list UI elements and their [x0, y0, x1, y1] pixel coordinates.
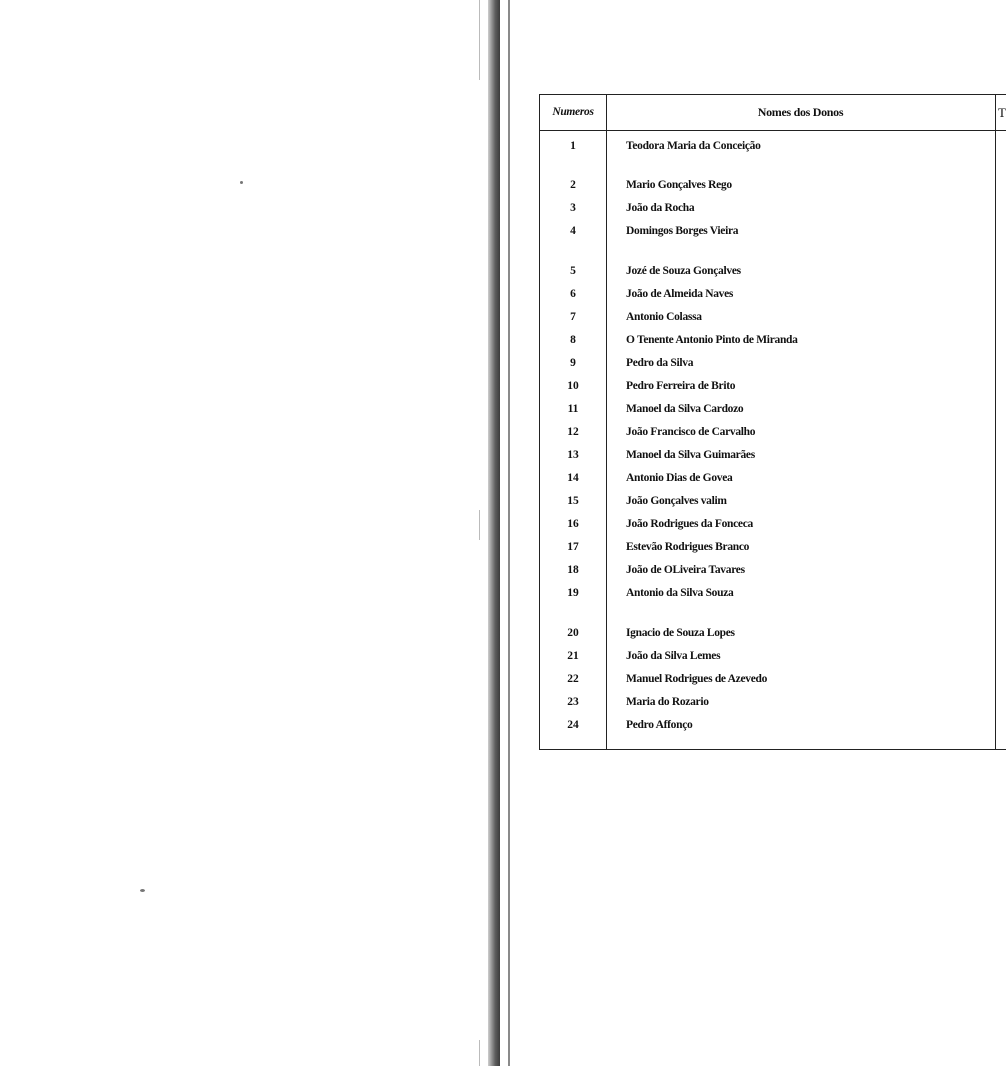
owner-name: Manuel Rodrigues de Azevedo: [626, 673, 768, 685]
owner-name: João da Rocha: [626, 202, 695, 214]
row-number: 1: [570, 140, 576, 152]
row-number: 24: [567, 719, 579, 731]
owner-name: João de OLiveira Tavares: [626, 564, 745, 576]
owner-name: Maria do Rozario: [626, 696, 709, 708]
owner-name: Jozé de Souza Gonçalves: [626, 265, 741, 277]
owner-name: Manoel da Silva Cardozo: [626, 403, 744, 415]
table-row: [540, 261, 995, 281]
header-rule: [540, 130, 1006, 131]
row-number: 22: [567, 673, 579, 685]
owner-name: João Rodrigues da Fonceca: [626, 518, 753, 530]
owner-name: João da Silva Lemes: [626, 650, 721, 662]
header-nomes-dos-donos: Nomes dos Donos: [757, 105, 844, 119]
table-row: [540, 353, 995, 373]
paper-speck: [240, 181, 243, 184]
owner-name: Teodora Maria da Conceição: [626, 140, 761, 152]
row-number: 5: [570, 265, 576, 277]
table-row: [540, 623, 995, 643]
table-row: [540, 669, 995, 689]
table-row: [540, 514, 995, 534]
table-row: [540, 221, 995, 241]
table-row: [540, 692, 995, 712]
book-gutter-shadow: [488, 0, 500, 1066]
owner-name: João de Almeida Naves: [626, 288, 734, 300]
row-number: 16: [567, 518, 579, 530]
row-number: 6: [570, 288, 576, 300]
row-number: 18: [567, 564, 579, 576]
owner-name: Pedro Affonço: [626, 719, 693, 731]
table-row: [540, 445, 995, 465]
table-row: [540, 175, 995, 195]
row-number: 15: [567, 495, 579, 507]
row-number: 23: [567, 696, 579, 708]
table-row: [540, 715, 995, 735]
fold-line-bottom: [479, 1040, 480, 1066]
row-number: 20: [567, 627, 579, 639]
row-number: 12: [567, 426, 579, 438]
owner-name: Domingos Borges Vieira: [626, 225, 739, 237]
table-row: [540, 491, 995, 511]
row-number: 19: [567, 587, 579, 599]
owner-name: Antonio Dias de Govea: [626, 472, 733, 484]
row-number: 13: [567, 449, 579, 461]
header-third-column: T: [998, 105, 1006, 120]
owners-table: [539, 94, 1006, 750]
table-row: [540, 136, 995, 156]
owner-name: João Gonçalves valim: [626, 495, 727, 507]
owner-name: Estevão Rodrigues Branco: [626, 541, 750, 553]
table-row: [540, 468, 995, 488]
owner-name: Antonio Colassa: [626, 311, 702, 323]
owner-name: Manoel da Silva Guimarães: [626, 449, 755, 461]
table-row: [540, 198, 995, 218]
row-number: 11: [567, 403, 579, 415]
row-number: 17: [567, 541, 579, 553]
column-separator: [995, 95, 996, 749]
owner-name: Antonio da Silva Souza: [626, 587, 734, 599]
row-number: 8: [570, 334, 576, 346]
row-number: 10: [567, 380, 579, 392]
owner-name: Pedro Ferreira de Brito: [626, 380, 736, 392]
book-gutter-edge: [508, 0, 510, 1066]
row-number: 7: [570, 311, 576, 323]
row-number: 4: [570, 225, 576, 237]
table-row: [540, 399, 995, 419]
fold-line-top: [479, 0, 480, 80]
paper-speck: [140, 889, 145, 892]
row-number: 21: [567, 650, 579, 662]
table-row: [540, 422, 995, 442]
table-row: [540, 560, 995, 580]
row-number: 9: [570, 357, 576, 369]
owner-name: Ignacio de Souza Lopes: [626, 627, 735, 639]
table-row: [540, 646, 995, 666]
table-row: [540, 307, 995, 327]
table-row: [540, 376, 995, 396]
table-row: [540, 284, 995, 304]
table-row: [540, 583, 995, 603]
owner-name: Pedro da Silva: [626, 357, 694, 369]
table-row: [540, 537, 995, 557]
header-numeros: Numeros: [552, 106, 594, 118]
row-number: 14: [567, 472, 579, 484]
row-number: 3: [570, 202, 576, 214]
owner-name: João Francisco de Carvalho: [626, 426, 756, 438]
fold-line-middle: [479, 510, 480, 540]
row-number: 2: [570, 179, 576, 191]
owner-name: Mario Gonçalves Rego: [626, 179, 732, 191]
table-row: [540, 330, 995, 350]
owner-name: O Tenente Antonio Pinto de Miranda: [626, 334, 798, 346]
